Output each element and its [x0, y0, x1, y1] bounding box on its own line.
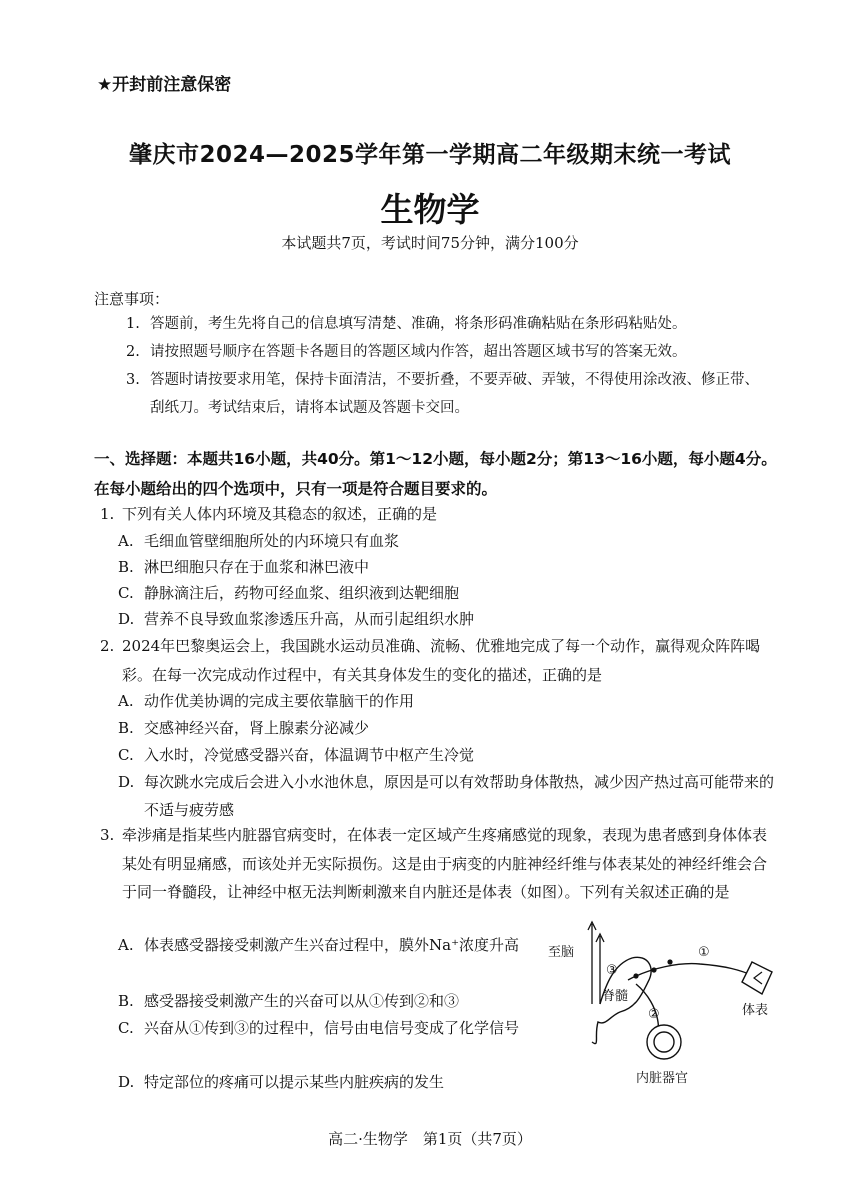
body-surface-receptor-icon: [742, 962, 772, 994]
section-heading: 一、选择题：本题共16小题，共40分。第1～12小题，每小题2分；第13～16小题，每小题4分。在每小题给出的四个选项中，只有一项是符合题目要求的。: [94, 450, 777, 498]
option-text: 动作优美协调的完成主要依靠脑干的作用: [144, 692, 415, 710]
question-2: [100, 632, 780, 689]
neuron-cell-body-2: [651, 967, 656, 972]
option-text: 兴奋从①传到③的过程中，信号由电信号变成了化学信号: [144, 1019, 520, 1037]
option: [118, 527, 778, 555]
question-3: [100, 821, 780, 907]
question-stem: 下列有关人体内环境及其稳态的叙述，正确的是: [122, 505, 438, 523]
referred-pain-diagram: [540, 918, 780, 1090]
option-text: 感受器接受刺激产生的兴奋可以从①传到②和③: [144, 992, 460, 1010]
confidential-notice: ★开封前注意保密: [97, 75, 232, 95]
question-number: 1.: [100, 505, 115, 523]
option-label: C.: [118, 584, 134, 602]
note-number: 3.: [126, 372, 140, 388]
option-label: D.: [118, 773, 135, 791]
option-text: 静脉滴注后，药物可经血浆、组织液到达靶细胞: [144, 584, 460, 602]
option-text: 每次跳水完成后会进入小水池休息，原因是可以有效帮助身体散热，减少因产热过高可能带来的不适与疲劳感: [144, 773, 775, 819]
option-label: B.: [118, 558, 134, 576]
label-spinal-cord: 脊髓: [602, 989, 629, 1004]
internal-organ-icon: [647, 1025, 681, 1059]
note-item: [126, 366, 770, 422]
question-1: [100, 500, 780, 529]
option: [118, 1014, 538, 1042]
question-number: 2.: [100, 637, 115, 655]
option-text: 淋巴细胞只存在于血浆和淋巴液中: [144, 558, 370, 576]
option: [118, 768, 778, 824]
neuron-cell-body-1: [667, 959, 672, 964]
subject-title: 生物学: [380, 190, 480, 229]
page-footer: 高二·生物学 第1页（共7页）: [328, 1130, 532, 1148]
note-number: 2.: [126, 344, 140, 360]
note-item: [126, 338, 770, 366]
option: [118, 931, 538, 959]
option-text: 入水时，冷觉感受器兴奋，体温调节中枢产生冷觉: [144, 746, 475, 764]
option-text: 营养不良导致血浆渗透压升高，从而引起组织水肿: [144, 610, 475, 628]
label-n2: ②: [648, 1007, 660, 1022]
label-n3: ③: [606, 963, 618, 978]
option: [118, 987, 538, 1015]
option-label: B.: [118, 992, 134, 1010]
note-text: 请按照题号顺序在答题卡各题目的答题区域内作答，超出答题区域书写的答案无效。: [150, 344, 687, 360]
exam-info: 本试题共7页，考试时间75分钟，满分100分: [281, 234, 579, 252]
option-label: D.: [118, 1073, 135, 1091]
option-text: 毛细血管壁细胞所处的内环境只有血浆: [144, 532, 400, 550]
option: [118, 579, 778, 607]
option-label: A.: [118, 936, 134, 954]
label-n1: ①: [698, 945, 710, 960]
exam-title: 肇庆市2024—2025学年第一学期高二年级期末统一考试: [128, 142, 732, 168]
nerve-fiber-1: [628, 964, 754, 980]
option-label: C.: [118, 1019, 134, 1037]
option-text: 特定部位的疼痛可以提示某些内脏疾病的发生: [144, 1073, 445, 1091]
option-label: A.: [118, 692, 134, 710]
option-text: 交感神经兴奋，肾上腺素分泌减少: [144, 719, 370, 737]
option: [118, 741, 778, 769]
option-label: C.: [118, 746, 134, 764]
notes-heading: 注意事项：: [94, 290, 170, 308]
label-body-surface: 体表: [742, 1003, 769, 1018]
option: [118, 687, 778, 715]
label-to-brain: 至脑: [548, 945, 575, 960]
option: [118, 714, 778, 742]
label-internal-organ: 内脏器官: [636, 1071, 689, 1086]
question-stem: 2024年巴黎奥运会上，我国跳水运动员准确、流畅、优雅地完成了每一个动作，赢得观众阵阵喝彩。在每一次完成动作过程中，有关其身体发生的变化的描述，正确的是: [122, 637, 761, 684]
note-text: 答题时请按要求用笔，保持卡面清洁，不要折叠，不要弄破、弄皱，不得使用涂改液、修正带、刮纸刀。考试结束后，请将本试题及答题卡交回。: [150, 372, 759, 416]
note-number: 1.: [126, 316, 140, 332]
option-label: B.: [118, 719, 134, 737]
option-text: 体表感受器接受刺激产生兴奋过程中，膜外Na⁺浓度升高: [144, 936, 519, 954]
question-stem: 牵涉痛是指某些内脏器官病变时，在体表一定区域产生疼痛感觉的现象，表现为患者感到身体体表某处有明显痛感，而该处并无实际损伤。这是由于病变的内脏神经纤维与体表某处的神经纤维会合于同一脊髓段，让神经中枢无法判断刺激来自内脏还是体表（如图）。下列有关叙述正确的是: [122, 826, 768, 901]
synapse-dot: [633, 973, 638, 978]
option-label: A.: [118, 532, 134, 550]
question-number: 3.: [100, 826, 115, 844]
option: [118, 553, 778, 581]
note-item: [126, 310, 770, 338]
option: [118, 605, 778, 633]
option-label: D.: [118, 610, 135, 628]
note-text: 答题前，考生先将自己的信息填写清楚、准确，将条形码准确粘贴在条形码粘贴处。: [150, 316, 687, 332]
option: [118, 1068, 538, 1096]
